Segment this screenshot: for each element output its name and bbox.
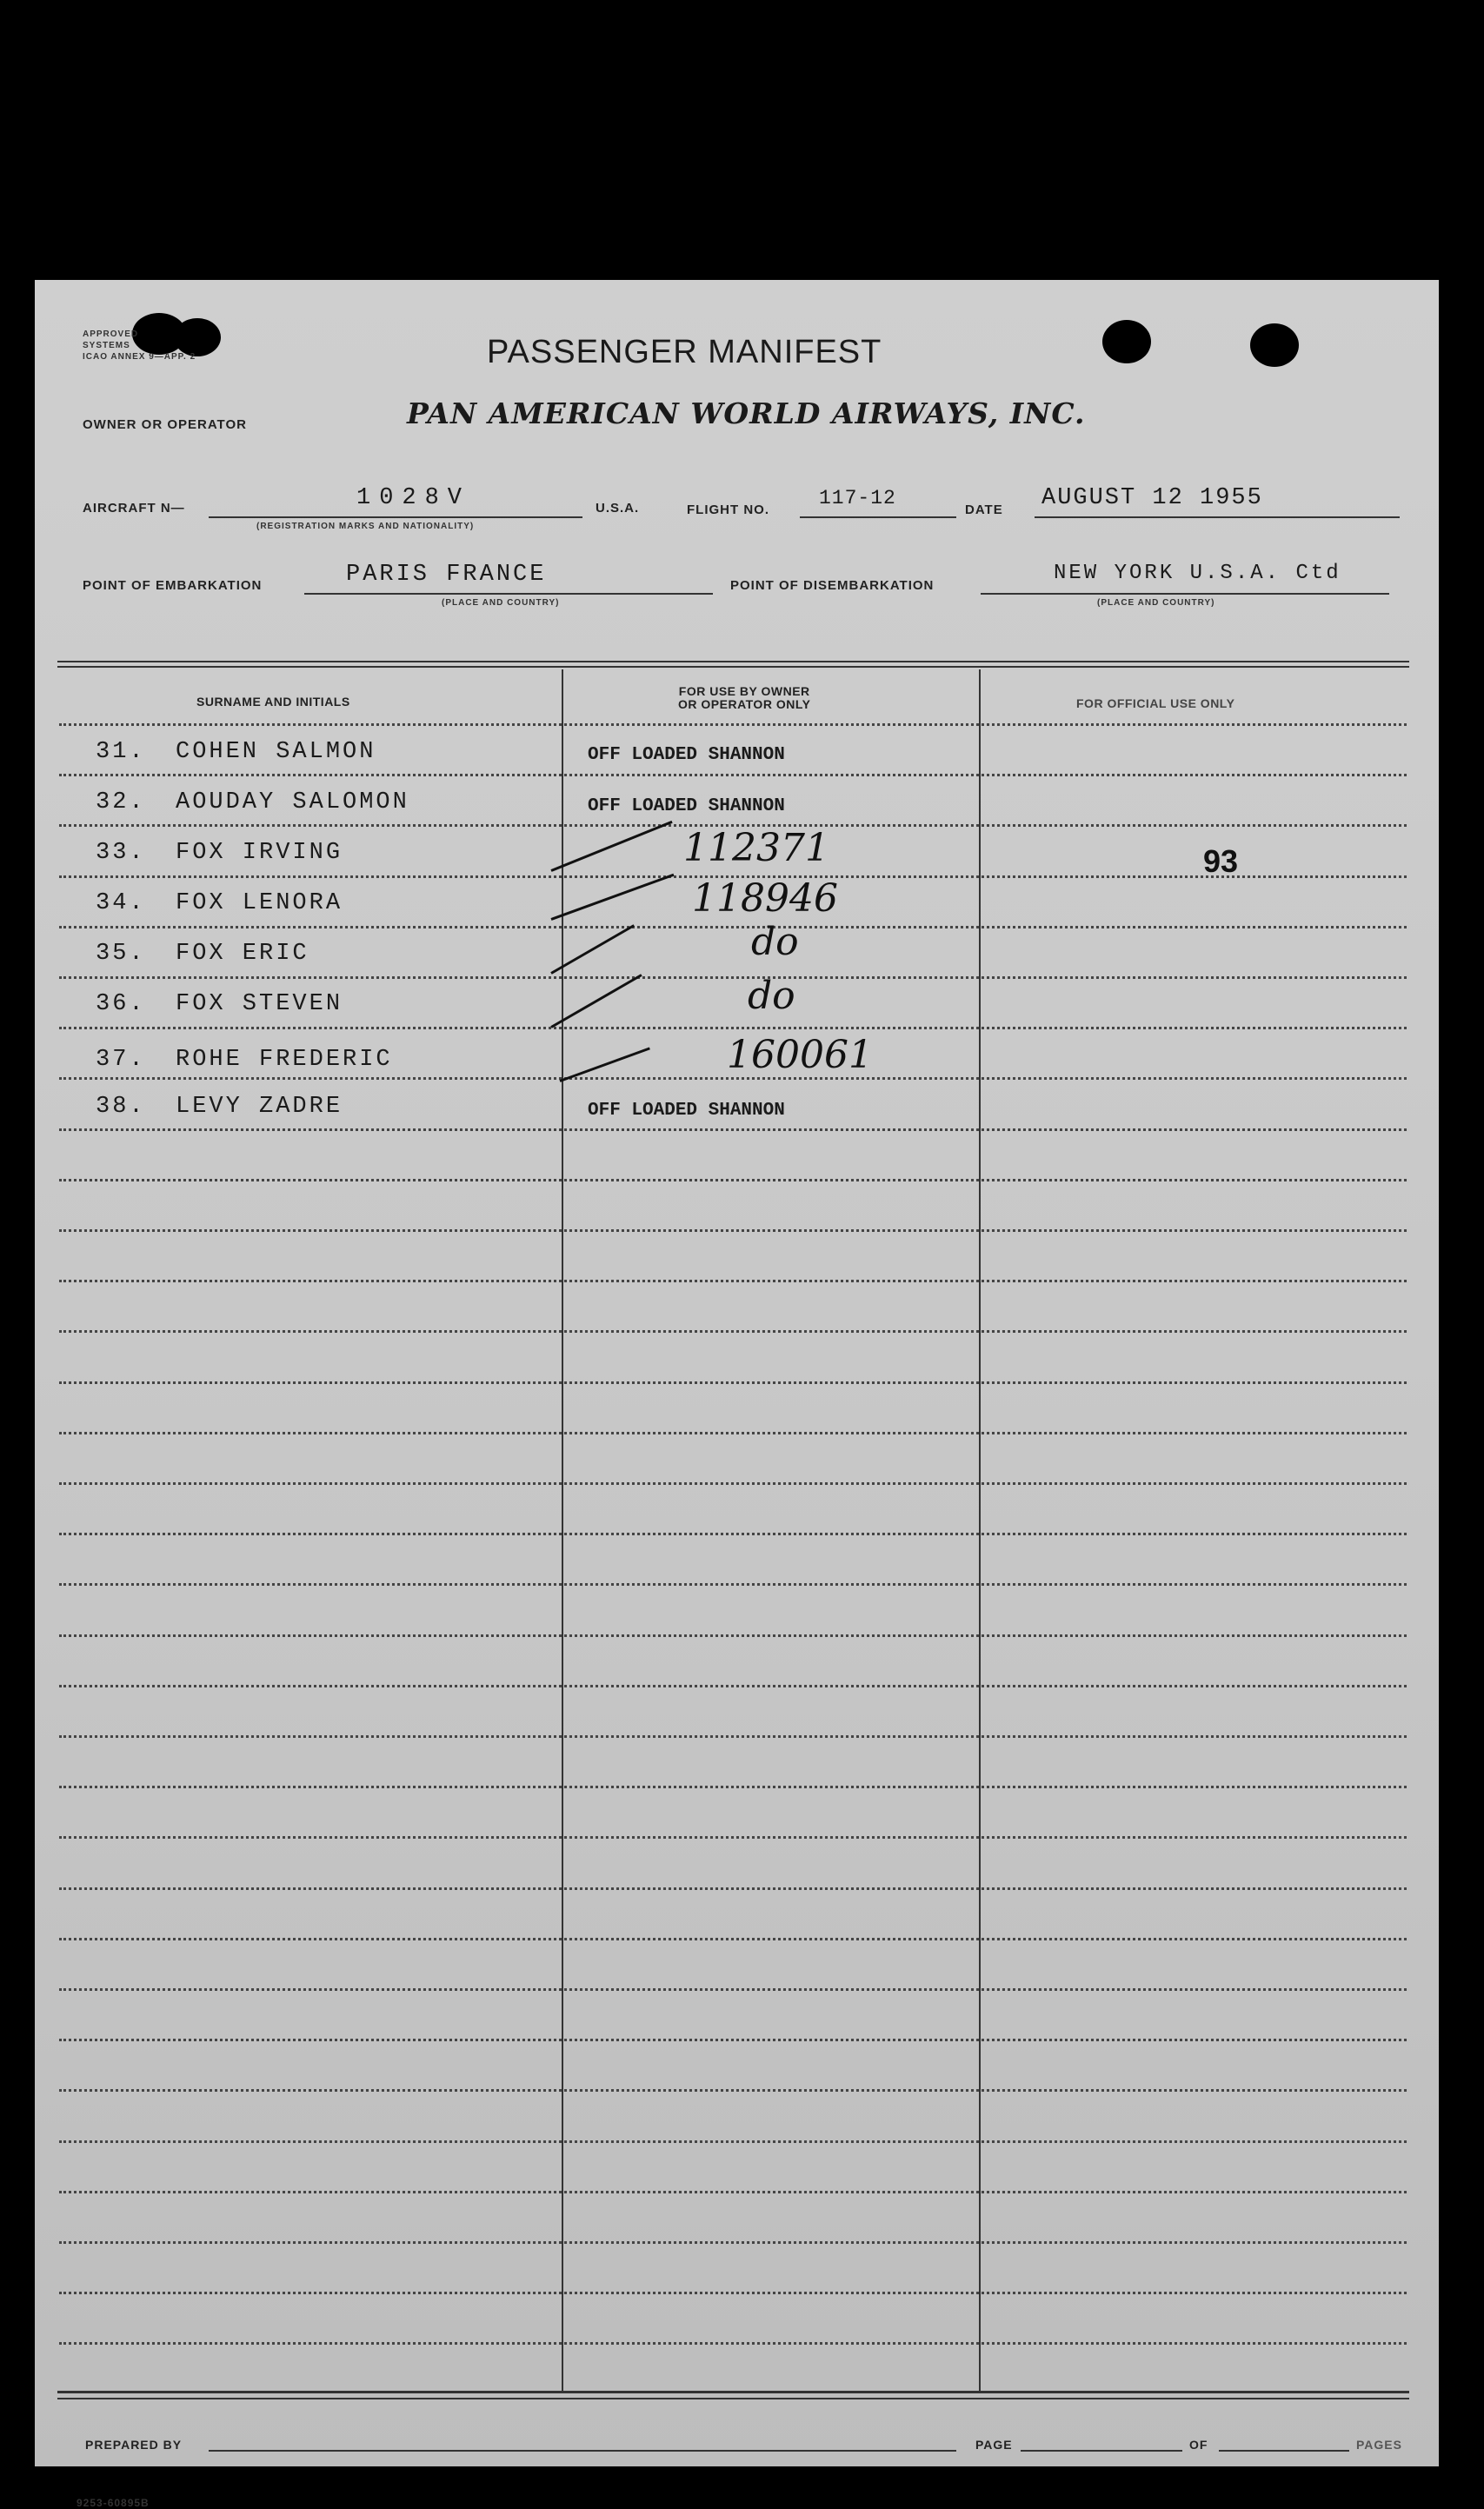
ruled-line xyxy=(59,1280,1407,1282)
check-mark xyxy=(550,874,674,921)
embarkation-caption: (PLACE AND COUNTRY) xyxy=(442,598,560,608)
date-label: DATE xyxy=(965,502,1003,517)
row-number: 35. xyxy=(96,941,146,967)
embarkation-label: POINT OF EMBARKATION xyxy=(83,578,263,593)
ruled-line xyxy=(59,1533,1407,1535)
punch-hole xyxy=(1250,323,1299,367)
row-number: 34. xyxy=(96,890,146,916)
disembarkation-label: POINT OF DISEMBARKATION xyxy=(730,578,935,593)
operator-note: OFF LOADED SHANNON xyxy=(588,1101,785,1121)
operator-note: OFF LOADED SHANNON xyxy=(588,745,785,765)
handwritten-number: 118946 xyxy=(692,876,838,921)
ruled-line xyxy=(59,2241,1407,2244)
official-mark: 93 xyxy=(1203,843,1239,879)
date-value: AUGUST 12 1955 xyxy=(1041,485,1263,511)
owner-value: PAN AMERICAN WORLD AIRWAYS, INC. xyxy=(407,396,1086,430)
disembarkation-value: NEW YORK U.S.A. Ctd xyxy=(1054,562,1341,585)
ruled-line xyxy=(59,774,1407,776)
punch-hole xyxy=(1102,320,1151,363)
aircraft-label: AIRCRAFT N— xyxy=(83,501,185,516)
passenger-name: FOX ERIC xyxy=(176,941,309,967)
passenger-name: FOX IRVING xyxy=(176,840,343,866)
ruled-line xyxy=(59,1634,1407,1637)
ruled-line xyxy=(59,2089,1407,2092)
check-mark xyxy=(550,821,672,872)
row-number: 33. xyxy=(96,840,146,866)
of-label: OF xyxy=(1189,2438,1208,2452)
operator-note: OFF LOADED SHANNON xyxy=(588,796,785,816)
passenger-name: FOX LENORA xyxy=(176,890,343,916)
prepared-by-label: PREPARED BY xyxy=(85,2438,183,2452)
ruled-line xyxy=(59,1482,1407,1485)
ruled-line xyxy=(59,1027,1407,1029)
form-code: 9253-60895B xyxy=(77,2497,150,2509)
ruled-line xyxy=(59,1179,1407,1181)
flight-value: 117-12 xyxy=(819,487,896,509)
ruled-line xyxy=(59,2039,1407,2041)
row-number: 38. xyxy=(96,1094,146,1120)
ruled-line xyxy=(59,1077,1407,1080)
ruled-line xyxy=(59,926,1407,928)
ruled-line xyxy=(59,1735,1407,1738)
ruled-line xyxy=(59,2140,1407,2143)
ruled-line xyxy=(59,976,1407,979)
handwritten-number: 112371 xyxy=(683,826,829,870)
ruled-line xyxy=(59,2342,1407,2345)
ruled-line xyxy=(59,1128,1407,1131)
aircraft-value: 1028V xyxy=(356,485,471,511)
passenger-name: FOX STEVEN xyxy=(176,991,343,1017)
ruled-line xyxy=(59,1583,1407,1586)
approval-note: APPROVED SYSTEMS ICAO ANNEX 9—APP. 2 xyxy=(83,329,196,362)
column-header-official-use: FOR OFFICIAL USE ONLY xyxy=(1076,696,1235,710)
ruled-line xyxy=(59,2191,1407,2193)
column-header-owner-use: FOR USE BY OWNER OR OPERATOR ONLY xyxy=(678,684,811,711)
ruled-line xyxy=(59,1330,1407,1333)
usa-label: U.S.A. xyxy=(596,501,640,516)
page-title: PASSENGER MANIFEST xyxy=(487,334,882,370)
passenger-name: ROHE FREDERIC xyxy=(176,1047,393,1073)
handwritten-ditto: do xyxy=(748,974,795,1018)
handwritten-ditto: do xyxy=(751,920,799,964)
ruled-line xyxy=(59,1432,1407,1434)
ruled-line xyxy=(59,1229,1407,1232)
passenger-name: LEVY ZADRE xyxy=(176,1094,343,1120)
ruled-line xyxy=(59,1685,1407,1687)
flight-label: FLIGHT NO. xyxy=(687,502,769,517)
ruled-line xyxy=(59,723,1407,726)
ruled-line xyxy=(59,1938,1407,1940)
owner-label: OWNER OR OPERATOR xyxy=(83,417,247,432)
row-number: 36. xyxy=(96,991,146,1017)
handwritten-number: 160061 xyxy=(727,1033,873,1077)
manifest-sheet xyxy=(35,280,1439,2509)
passenger-name: AOUDAY SALOMON xyxy=(176,789,409,815)
aircraft-caption: (REGISTRATION MARKS AND NATIONALITY) xyxy=(256,522,475,531)
ruled-line xyxy=(59,1786,1407,1788)
ruled-line xyxy=(59,1836,1407,1839)
ruled-line xyxy=(59,1381,1407,1384)
disembarkation-caption: (PLACE AND COUNTRY) xyxy=(1097,598,1215,608)
ruled-line xyxy=(59,2292,1407,2294)
row-number: 37. xyxy=(96,1047,146,1073)
row-number: 31. xyxy=(96,739,146,765)
column-header-surname: SURNAME AND INITIALS xyxy=(196,695,350,709)
pages-label: PAGES xyxy=(1356,2438,1402,2452)
row-number: 32. xyxy=(96,789,146,815)
page-label: PAGE xyxy=(975,2438,1013,2452)
passenger-name: COHEN SALMON xyxy=(176,739,376,765)
ruled-line xyxy=(59,1887,1407,1890)
check-mark xyxy=(550,974,642,1028)
ruled-line xyxy=(59,1988,1407,1991)
embarkation-value: PARIS FRANCE xyxy=(346,562,547,588)
